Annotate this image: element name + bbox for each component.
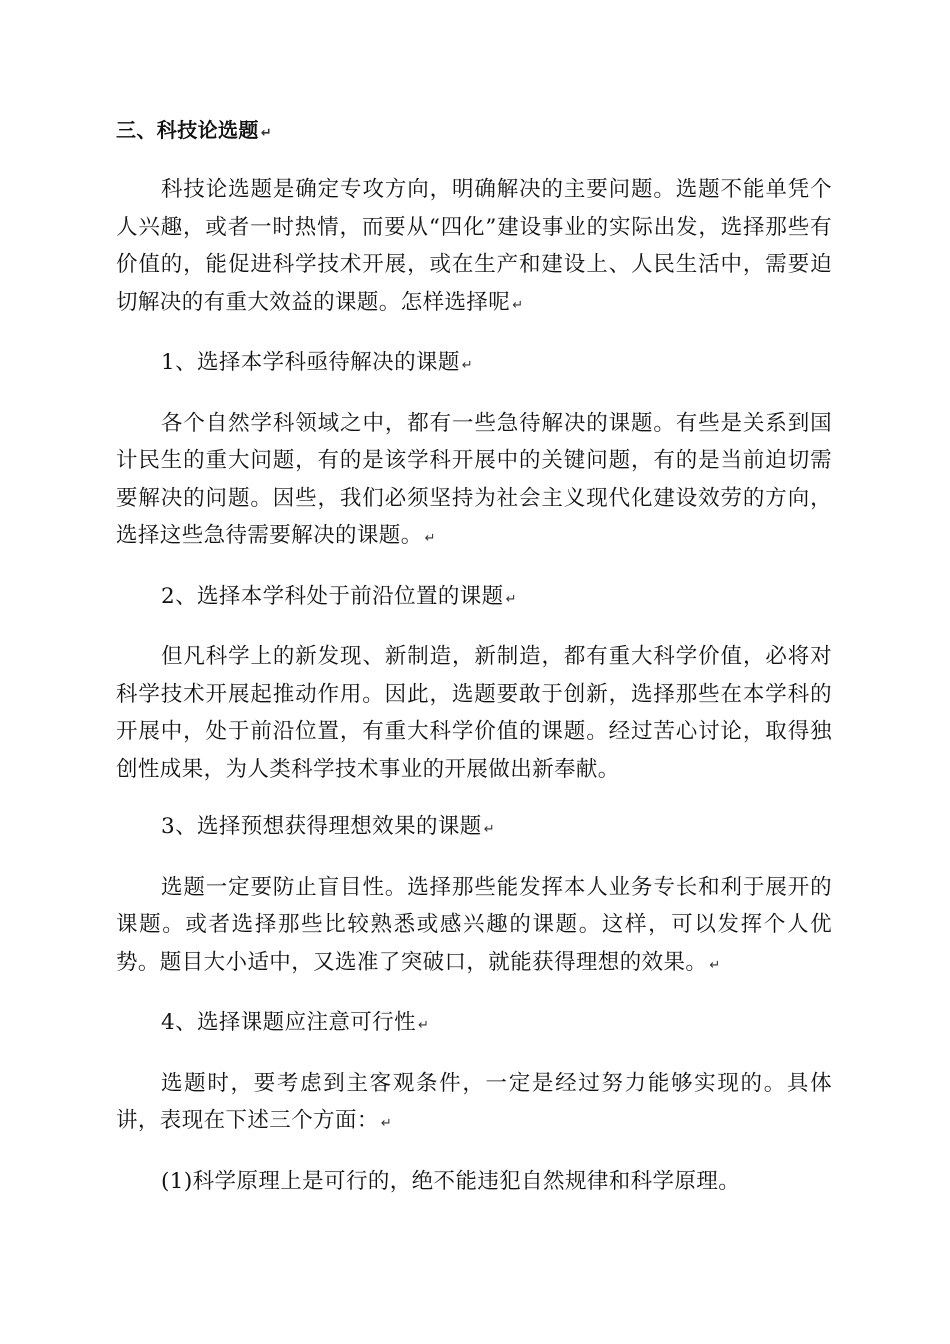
- paragraph-text: 选题一定要防止盲目性。选择那些能发挥本人业务专长和利于展开的课题。或者选择那些比较熟悉或感兴趣的课题。这样，可以发挥个人优势。题目大小适中，又选准了突破口，就能获得理想的效果。: [116, 874, 832, 975]
- section-heading: [116, 112, 832, 152]
- paragraph-mark-icon: ↵: [380, 1116, 392, 1131]
- subheading-text: 2、选择本学科处于前沿位置的课题: [161, 583, 504, 609]
- list-item-text: (1)科学原理上是可行的，绝不能违犯自然规律和科学原理。: [161, 1168, 741, 1194]
- paragraph-mark-icon: ↵: [709, 957, 721, 973]
- paragraph-1: [116, 405, 832, 558]
- paragraph-mark-icon: ↵: [461, 358, 473, 373]
- subheading-text: 1、选择本学科亟待解决的课题: [161, 350, 460, 375]
- paragraph-mark-icon: ↵: [417, 1018, 429, 1033]
- subheading-2: [116, 578, 832, 619]
- subheading-1: [116, 344, 832, 385]
- paragraph-intro: [116, 171, 832, 324]
- paragraph-text: 但凡科学上的新发现、新制造，新制造，都有重大科学价值，必将对科学技术开展起推动作用。因此，选题要敢于创新，选择那些在本学科的开展中，处于前沿位置，有重大科学价值的课题。经过苦心讨论，取得独创性成果，为人类科学技术事业的开展做出新奉献。: [116, 644, 832, 782]
- section-heading-text: 三、科技论选题: [116, 118, 259, 142]
- paragraph-mark-icon: ↵: [483, 822, 495, 837]
- document-body: [116, 112, 832, 1220]
- paragraph-3: [116, 869, 832, 985]
- paragraph-2: [116, 638, 832, 788]
- paragraph-text: 各个自然学科领域之中，都有一些急待解决的课题。有些是关系到国计民生的重大问题，有的是该学科开展中的关键问题，有的是当前迫切需要解决的问题。因些，我们必须坚持为社会主义现代化建设效劳的方向，选择这些急待需要解决的课题。: [116, 410, 832, 548]
- subheading-3: [116, 808, 832, 849]
- paragraph-4: [116, 1065, 832, 1143]
- paragraph-mark-icon: ↵: [505, 591, 517, 607]
- subheading-text: 3、选择预想获得理想效果的课题: [161, 814, 482, 839]
- paragraph-mark-icon: ↵: [424, 531, 436, 546]
- subheading-4: [116, 1004, 832, 1045]
- paragraph-text: 科技论选题是确定专攻方向，明确解决的主要问题。选题不能单凭个人兴趣，或者一时热情，而要从“四化”建设事业的实际出发，选择那些有价值的，能促进科学技术开展，或在生产和建设上、人民生活中，需要迫切解决的有重大效益的课题。怎样选择呢: [116, 177, 832, 315]
- paragraph-text: 选题时，要考虑到主客观条件，一定是经过努力能够实现的。具体讲，表现在下述三个方面：: [116, 1070, 832, 1133]
- paragraph-mark-icon: ↵: [512, 297, 524, 313]
- paragraph-mark-icon: ↵: [260, 126, 272, 141]
- list-item-1: [116, 1163, 832, 1201]
- subheading-text: 4、选择课题应注意可行性: [161, 1010, 416, 1035]
